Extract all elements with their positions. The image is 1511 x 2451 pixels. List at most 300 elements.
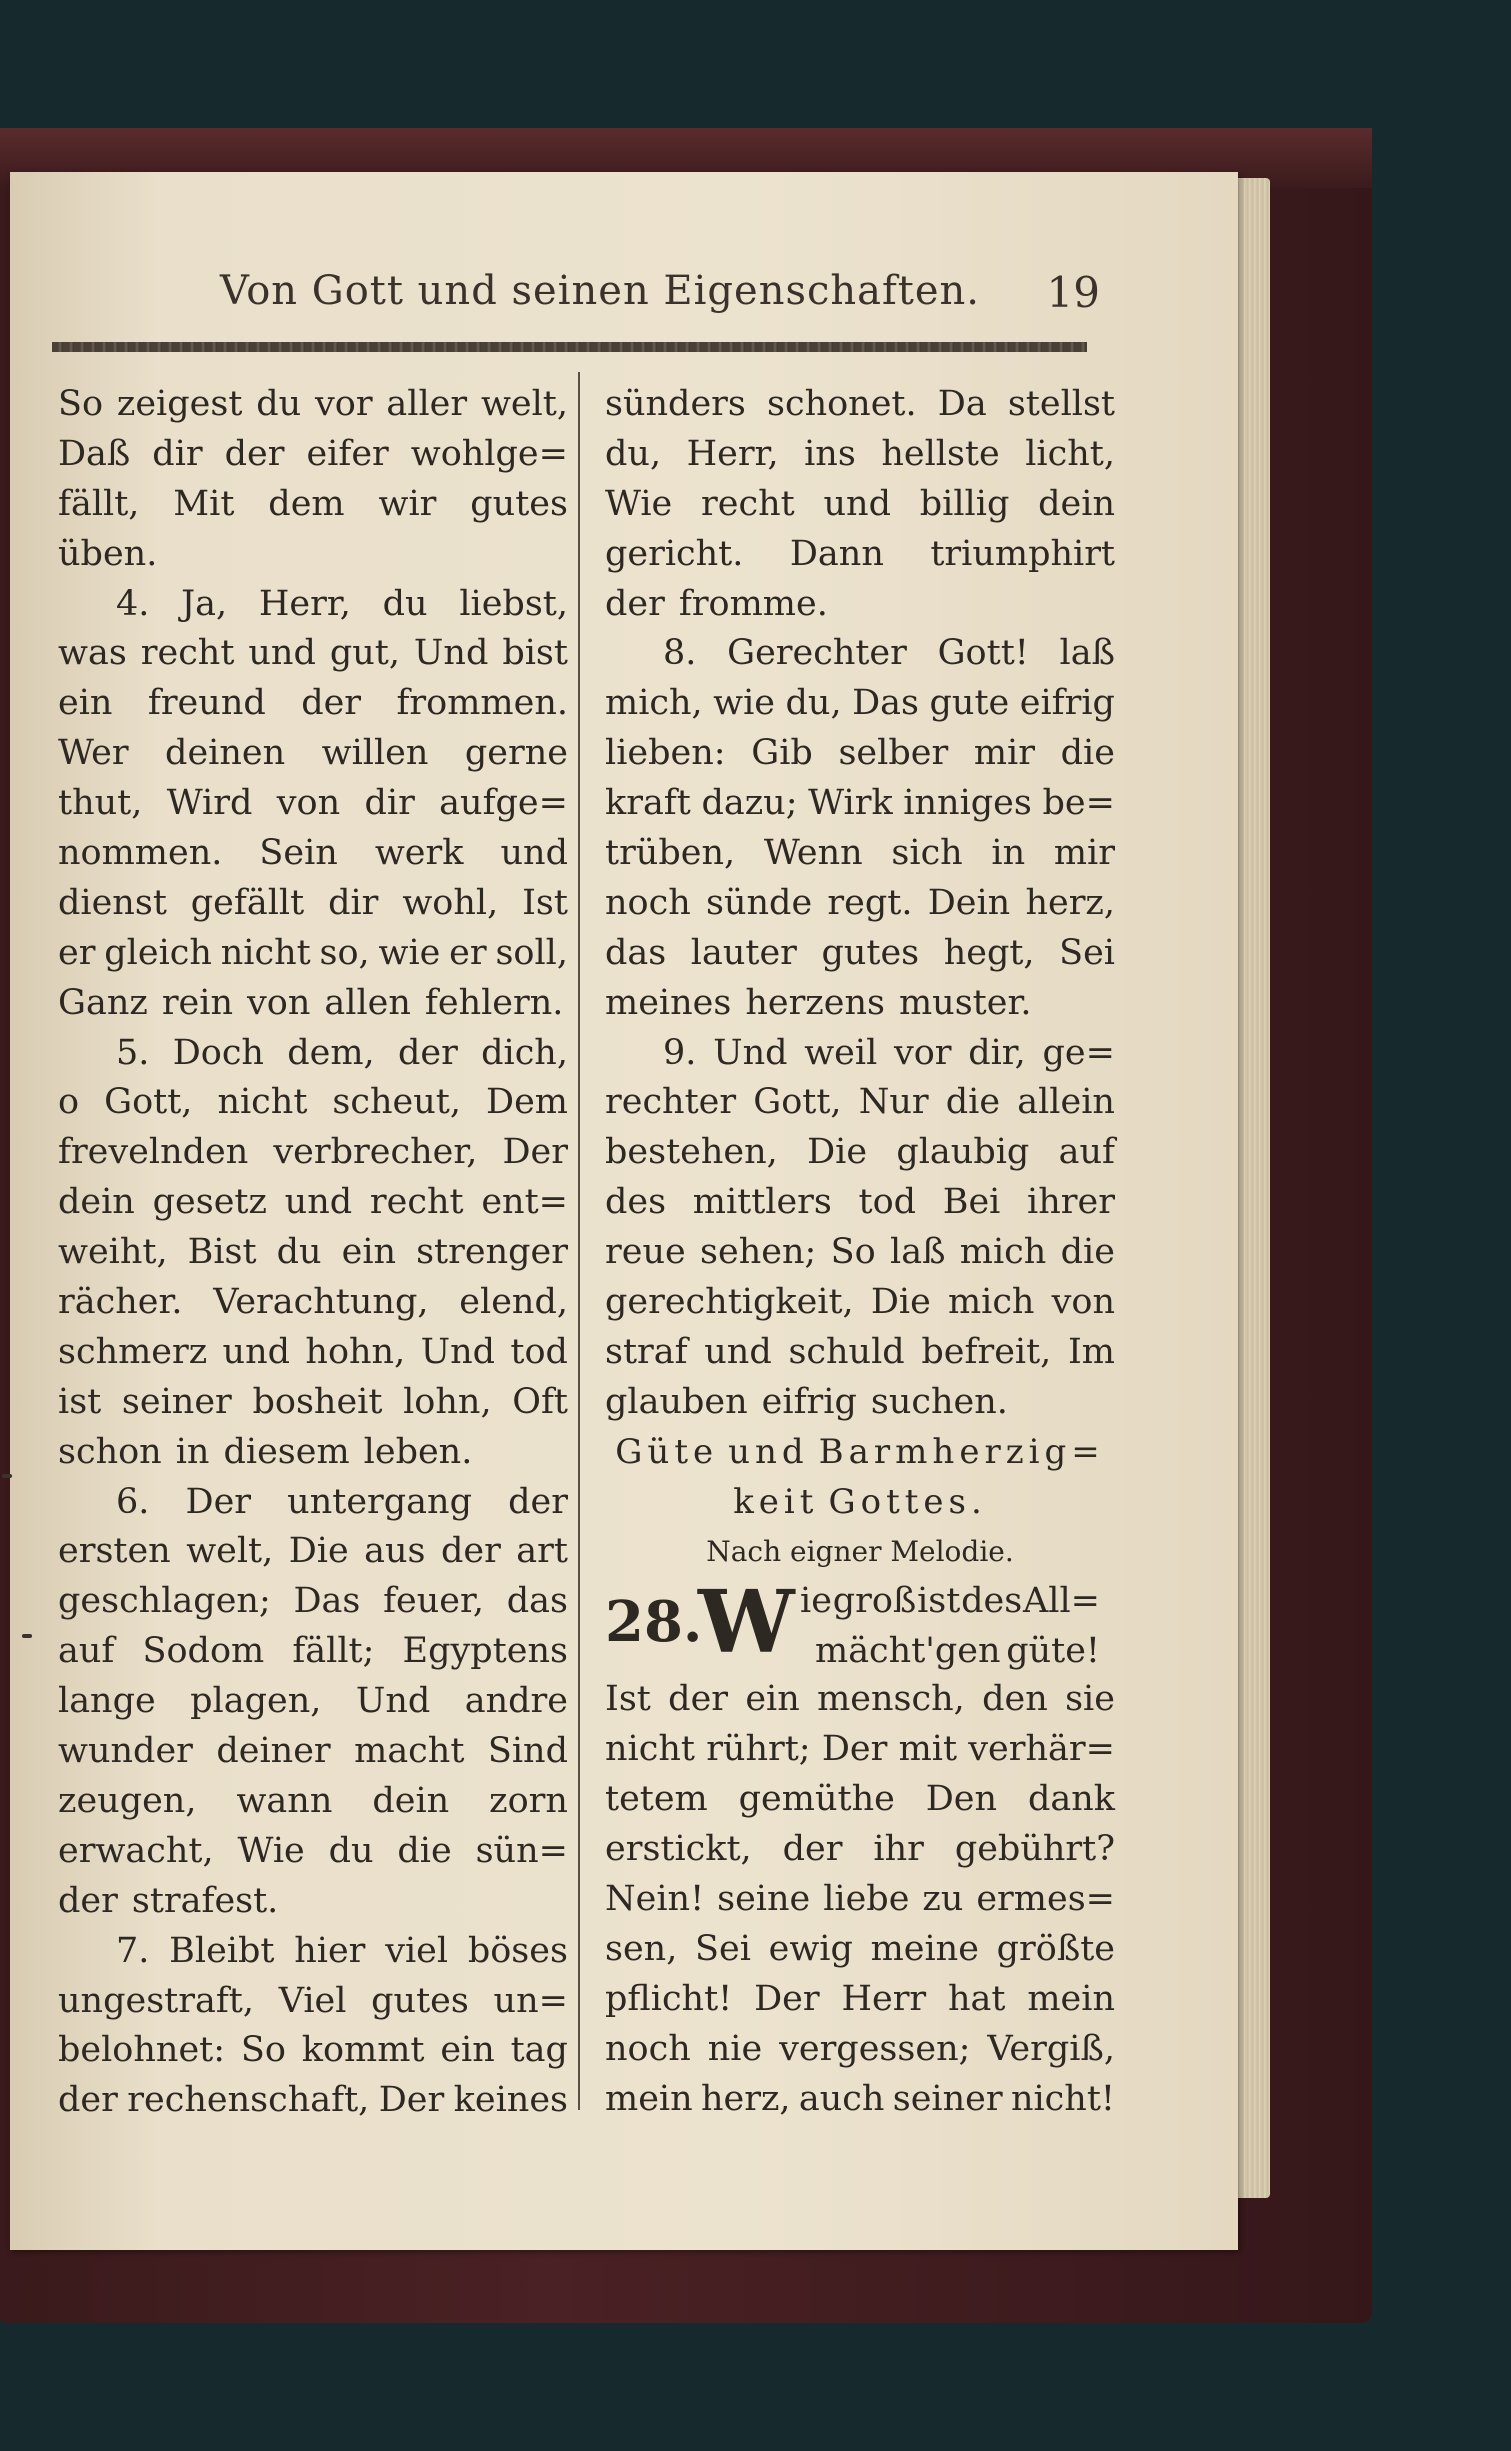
word: o bbox=[58, 1082, 80, 1123]
word: und bbox=[704, 1331, 772, 1372]
word: Ist bbox=[605, 1679, 651, 1720]
word: triumphirt bbox=[930, 533, 1115, 574]
word: sünde bbox=[706, 882, 813, 923]
word: Nur bbox=[858, 1082, 929, 1123]
text-line bbox=[58, 779, 568, 829]
word: sich bbox=[891, 833, 963, 874]
word: ermes= bbox=[976, 1878, 1115, 1919]
word: eifer bbox=[306, 433, 389, 474]
word: Nein! bbox=[605, 1878, 705, 1919]
word: allein bbox=[1017, 1082, 1115, 1123]
word: Mit bbox=[173, 483, 235, 524]
word: Das bbox=[293, 1581, 361, 1622]
text-line bbox=[58, 1977, 568, 2027]
word: und bbox=[500, 833, 568, 874]
word: So bbox=[240, 2030, 286, 2071]
word: üben. bbox=[58, 533, 158, 574]
text-line bbox=[58, 380, 568, 430]
word: Gott, bbox=[104, 1082, 193, 1123]
text-line bbox=[58, 1777, 568, 1827]
word: dir bbox=[152, 433, 203, 474]
word: du, bbox=[785, 683, 842, 724]
word: gutes bbox=[821, 932, 920, 973]
word: du bbox=[256, 384, 302, 424]
margin-mark bbox=[2, 1474, 12, 1478]
text-line bbox=[58, 729, 568, 779]
text-line bbox=[605, 1775, 1115, 1825]
word: gemüthe bbox=[738, 1779, 895, 1820]
word: Doch bbox=[172, 1032, 264, 1073]
text-line bbox=[58, 1527, 568, 1577]
section-heading-word: keit bbox=[733, 1481, 819, 1522]
word: laß bbox=[890, 1232, 946, 1273]
word: rührt; bbox=[706, 1729, 811, 1770]
word: sen, bbox=[605, 1928, 678, 1969]
word: 5. bbox=[116, 1032, 150, 1073]
word: seine bbox=[717, 1878, 811, 1919]
word: mein bbox=[1027, 1978, 1115, 2019]
header-rule bbox=[52, 342, 1087, 352]
word: ein bbox=[341, 1232, 397, 1273]
text-line bbox=[58, 530, 568, 580]
word: aus bbox=[364, 1531, 426, 1572]
section-heading-line-1 bbox=[605, 1428, 1115, 1478]
word: und bbox=[823, 483, 891, 524]
word: tag bbox=[510, 2030, 568, 2071]
word: Sei bbox=[1059, 932, 1115, 973]
text-line bbox=[58, 1378, 568, 1428]
text-line bbox=[58, 1078, 568, 1128]
word: nicht bbox=[605, 1729, 695, 1770]
text-line bbox=[605, 1675, 1115, 1725]
word: wann bbox=[236, 1780, 333, 1821]
text-line bbox=[605, 679, 1115, 729]
word: du bbox=[276, 1232, 322, 1273]
word: pflicht! bbox=[605, 1978, 733, 2019]
word: andre bbox=[464, 1681, 568, 1722]
word: kraft bbox=[605, 783, 691, 824]
word: sünders bbox=[605, 384, 746, 424]
word: Ja, bbox=[181, 583, 228, 624]
word: mir bbox=[1053, 833, 1115, 874]
word: herz, bbox=[1025, 882, 1115, 923]
melody-note-text: Nach eigner Melodie. bbox=[706, 1535, 1014, 1569]
word: plagen, bbox=[190, 1681, 322, 1722]
word: frommen. bbox=[396, 683, 568, 724]
word: wie bbox=[378, 932, 441, 973]
word: er bbox=[449, 932, 487, 973]
text-line bbox=[58, 1577, 568, 1627]
word: Der bbox=[378, 2080, 445, 2121]
word: erwacht, bbox=[58, 1830, 214, 1871]
word: liebst, bbox=[459, 583, 568, 624]
word: rechter bbox=[605, 1082, 737, 1123]
word: Wie bbox=[237, 1830, 305, 1871]
word: das bbox=[605, 932, 667, 973]
word: weil bbox=[804, 1032, 878, 1073]
word: aufge= bbox=[439, 783, 568, 824]
margin-mark bbox=[22, 1634, 32, 1638]
word: recht bbox=[369, 1182, 464, 1223]
word: willen bbox=[321, 733, 429, 774]
word: du bbox=[328, 1830, 374, 1871]
word: nie bbox=[707, 2028, 763, 2069]
word: der bbox=[397, 1032, 458, 1073]
text-line bbox=[58, 1278, 568, 1328]
word: vergessen; bbox=[779, 2028, 971, 2069]
running-head bbox=[140, 268, 1100, 324]
word: be= bbox=[1042, 783, 1115, 824]
hymn-body bbox=[605, 1675, 1115, 2124]
word: dazu; bbox=[701, 783, 798, 824]
word: Verachtung, bbox=[213, 1282, 429, 1323]
word: gericht. bbox=[605, 533, 744, 574]
word: Der bbox=[821, 1729, 888, 1770]
word: liebe bbox=[823, 1878, 910, 1919]
word: reue bbox=[605, 1232, 686, 1273]
word: laß bbox=[1059, 633, 1115, 674]
text-line bbox=[605, 629, 1115, 679]
word: fällt, bbox=[58, 483, 140, 524]
word: inniges bbox=[903, 783, 1032, 824]
right-column bbox=[605, 380, 1115, 2124]
word: der bbox=[782, 1829, 843, 1870]
word: dein bbox=[1038, 483, 1115, 524]
word: keines bbox=[453, 2080, 568, 2121]
text-line bbox=[58, 1328, 568, 1378]
word: dein bbox=[372, 1780, 450, 1821]
text-line bbox=[58, 1128, 568, 1178]
word: wie bbox=[713, 683, 776, 724]
text-line bbox=[605, 779, 1115, 829]
text-line bbox=[605, 829, 1115, 879]
word: thut, bbox=[58, 783, 143, 824]
word: ie bbox=[800, 1581, 832, 1622]
word: und bbox=[284, 1182, 353, 1223]
word: untergang bbox=[287, 1481, 472, 1522]
melody-note bbox=[605, 1527, 1115, 1577]
word: viel bbox=[385, 1930, 449, 1971]
word: Herr, bbox=[258, 583, 351, 624]
word: So bbox=[58, 384, 104, 424]
word: Wird bbox=[166, 783, 253, 824]
word: deiner bbox=[216, 1731, 331, 1772]
word: mich, bbox=[605, 683, 703, 724]
word: So bbox=[830, 1232, 876, 1273]
column-divider bbox=[578, 372, 580, 2110]
text-line bbox=[58, 2026, 568, 2076]
word: trüben, bbox=[605, 833, 736, 874]
section-heading-word: und bbox=[728, 1431, 809, 1472]
word: hat bbox=[948, 1978, 1006, 2019]
word: Sodom bbox=[142, 1631, 265, 1672]
word: sün= bbox=[475, 1830, 568, 1871]
word: gerechtigkeit, bbox=[605, 1282, 854, 1323]
word: Gib bbox=[751, 733, 813, 774]
text-line bbox=[605, 979, 1115, 1029]
word: die bbox=[397, 1830, 452, 1871]
word: Gerechter bbox=[727, 633, 907, 674]
word: das bbox=[506, 1581, 568, 1622]
section-heading-word: Barmherzig= bbox=[818, 1431, 1105, 1472]
word: gut, bbox=[329, 633, 400, 674]
text-line bbox=[605, 879, 1115, 929]
word: lauter bbox=[690, 932, 797, 973]
text-line bbox=[58, 1178, 568, 1228]
word: zeugen, bbox=[58, 1780, 197, 1821]
text-line bbox=[605, 1178, 1115, 1228]
word: fehlern. bbox=[424, 982, 564, 1023]
word: Daß bbox=[58, 433, 131, 474]
text-line bbox=[605, 430, 1115, 480]
word: wohl, bbox=[402, 882, 499, 923]
word: die bbox=[945, 1082, 1001, 1123]
word: Ist bbox=[522, 882, 568, 923]
word: zorn bbox=[489, 1780, 568, 1821]
word: die bbox=[1060, 1232, 1115, 1273]
word: billig bbox=[919, 483, 1010, 524]
word: mittlers bbox=[692, 1182, 832, 1223]
word: licht, bbox=[1025, 433, 1115, 474]
word: dem bbox=[268, 483, 345, 524]
word: ein bbox=[440, 2030, 495, 2071]
word: böses bbox=[467, 1930, 568, 1971]
word: rein bbox=[161, 982, 233, 1023]
word: stellst bbox=[1007, 384, 1115, 424]
word: der bbox=[224, 433, 285, 474]
word: ins bbox=[804, 433, 856, 474]
word: ein bbox=[58, 683, 113, 724]
word: bosheit bbox=[252, 1381, 383, 1422]
word: der bbox=[605, 583, 665, 624]
right-column-verses bbox=[605, 380, 1115, 1428]
word: was bbox=[58, 633, 127, 674]
word: ihr bbox=[873, 1829, 924, 1870]
word: ersten bbox=[58, 1531, 171, 1572]
word: mich bbox=[959, 1232, 1047, 1273]
text-line bbox=[58, 480, 568, 530]
word: schmerz bbox=[58, 1331, 208, 1372]
word: eifrig bbox=[1019, 683, 1115, 724]
word: glaubig bbox=[896, 1132, 1030, 1173]
text-line bbox=[605, 580, 1115, 630]
word: Im bbox=[1067, 1331, 1115, 1372]
text-line bbox=[58, 2076, 568, 2126]
word: der bbox=[508, 1481, 568, 1522]
word: 8. bbox=[663, 633, 697, 674]
text-line bbox=[58, 430, 568, 480]
word: Sind bbox=[487, 1731, 568, 1772]
word: selber bbox=[838, 733, 949, 774]
word: wohlge= bbox=[410, 433, 568, 474]
text-line bbox=[58, 829, 568, 879]
word: suchen. bbox=[870, 1381, 1008, 1422]
word: auf bbox=[1058, 1132, 1115, 1173]
word: seiner bbox=[121, 1381, 232, 1422]
text-line bbox=[58, 1727, 568, 1777]
text-line bbox=[605, 1128, 1115, 1178]
text-line bbox=[58, 580, 568, 630]
word: noch bbox=[605, 2028, 691, 2069]
text-line bbox=[605, 2025, 1115, 2075]
word: Bist bbox=[187, 1232, 257, 1273]
word: des bbox=[605, 1182, 667, 1223]
word: und bbox=[222, 1331, 291, 1372]
word: recht bbox=[140, 633, 235, 674]
word: er bbox=[58, 932, 96, 973]
word: tod bbox=[510, 1331, 568, 1372]
text-line bbox=[605, 1725, 1115, 1775]
word: dich, bbox=[481, 1032, 568, 1073]
word: auch bbox=[798, 2078, 885, 2119]
word: soll, bbox=[495, 932, 568, 973]
word: rechenschaft, bbox=[127, 2080, 370, 2121]
word: meines bbox=[605, 982, 732, 1023]
word: gerne bbox=[464, 733, 568, 774]
word: du bbox=[382, 583, 428, 624]
hymn-opening bbox=[605, 1572, 1115, 1675]
word: dem, bbox=[287, 1032, 375, 1073]
word: gefällt bbox=[190, 882, 305, 923]
word: ein bbox=[745, 1679, 800, 1720]
word: lohn, bbox=[403, 1381, 492, 1422]
word: und bbox=[248, 633, 316, 674]
word: Und bbox=[713, 1032, 788, 1073]
word: Dein bbox=[927, 882, 1011, 923]
word: lange bbox=[58, 1681, 156, 1722]
word: Und bbox=[355, 1681, 431, 1722]
word: gleich bbox=[104, 932, 212, 973]
word: nicht bbox=[220, 932, 311, 973]
word: ent= bbox=[481, 1182, 568, 1223]
word: wunder bbox=[58, 1731, 193, 1772]
word: Bleibt bbox=[169, 1930, 275, 1971]
word: Wirk bbox=[808, 783, 893, 824]
word: von bbox=[276, 783, 341, 824]
word: dein bbox=[58, 1182, 135, 1223]
word: Oft bbox=[512, 1381, 568, 1422]
word: hellste bbox=[881, 433, 1000, 474]
word: nicht bbox=[217, 1082, 308, 1123]
word: muster. bbox=[898, 982, 1032, 1023]
text-line bbox=[605, 530, 1115, 580]
word: nommen. bbox=[58, 833, 223, 874]
text-line bbox=[605, 1875, 1115, 1925]
text-line bbox=[58, 1827, 568, 1877]
text-line bbox=[605, 1029, 1115, 1079]
text-line bbox=[605, 729, 1115, 779]
word: die bbox=[1060, 733, 1115, 774]
text-line bbox=[58, 979, 568, 1029]
word: bist bbox=[502, 633, 568, 674]
text-line bbox=[605, 1975, 1115, 2025]
word: weiht, bbox=[58, 1232, 168, 1273]
text-line bbox=[58, 879, 568, 929]
word: den bbox=[982, 1679, 1048, 1720]
word: zu bbox=[922, 1878, 964, 1919]
word: schon bbox=[58, 1431, 162, 1472]
word: Herr bbox=[841, 1978, 927, 2019]
word: dienst bbox=[58, 882, 167, 923]
text-line bbox=[58, 1228, 568, 1278]
left-column bbox=[58, 380, 568, 2126]
word: Die bbox=[807, 1132, 868, 1173]
word: deinen bbox=[165, 733, 286, 774]
text-line bbox=[58, 1927, 568, 1977]
word: sehen; bbox=[700, 1232, 817, 1273]
word: mensch, bbox=[817, 1679, 965, 1720]
word: nicht! bbox=[1010, 2078, 1115, 2119]
word: größte bbox=[996, 1928, 1115, 1969]
word: mit bbox=[898, 1729, 958, 1770]
word: gute bbox=[929, 683, 1010, 724]
text-line bbox=[605, 1378, 1115, 1428]
word: der bbox=[668, 1679, 729, 1720]
word: Wie bbox=[605, 483, 673, 524]
text-line bbox=[58, 1478, 568, 1528]
word: gebührt? bbox=[954, 1829, 1115, 1870]
word: elend, bbox=[459, 1282, 568, 1323]
word: von bbox=[1051, 1282, 1115, 1323]
word: ist bbox=[917, 1581, 961, 1622]
word: mir bbox=[973, 733, 1035, 774]
running-title: Von Gott und seinen Eigenschaften. bbox=[220, 268, 981, 314]
word: ungestraft, bbox=[58, 1980, 254, 2021]
word: Ganz bbox=[58, 982, 148, 1023]
word: werk bbox=[374, 833, 464, 874]
word: strenger bbox=[416, 1232, 568, 1273]
word: verhär= bbox=[968, 1729, 1115, 1770]
word: meine bbox=[870, 1928, 979, 1969]
section-heading-line-2 bbox=[605, 1478, 1115, 1528]
word: groß bbox=[832, 1581, 917, 1622]
word: tetem bbox=[605, 1779, 708, 1820]
word: Wenn bbox=[763, 833, 863, 874]
word: ihrer bbox=[1027, 1182, 1115, 1223]
word: so, bbox=[319, 932, 370, 973]
word: regt. bbox=[827, 882, 913, 923]
word: Das bbox=[852, 683, 919, 724]
word: Den bbox=[925, 1779, 998, 1820]
word: belohnet: bbox=[58, 2030, 226, 2071]
word: vor bbox=[315, 384, 373, 424]
word: hier bbox=[294, 1930, 366, 1971]
hymn-line-1 bbox=[800, 1577, 1100, 1627]
hymn-number: 28. bbox=[605, 1589, 703, 1656]
text-line bbox=[605, 1925, 1115, 1975]
word: noch bbox=[605, 882, 691, 923]
word: auf bbox=[58, 1631, 115, 1672]
word: Der bbox=[185, 1481, 252, 1522]
word: gutes bbox=[371, 1980, 469, 2021]
word: der bbox=[58, 2080, 118, 2121]
word: mich bbox=[947, 1282, 1035, 1323]
word: Wer bbox=[58, 733, 129, 774]
text-line bbox=[58, 1677, 568, 1727]
word: dir, bbox=[968, 1032, 1026, 1073]
word: der bbox=[58, 1880, 118, 1921]
word: tod bbox=[858, 1182, 917, 1223]
word: recht bbox=[701, 483, 795, 524]
word: befreit, bbox=[921, 1331, 1052, 1372]
text-line bbox=[605, 1078, 1115, 1128]
word: glauben bbox=[605, 1381, 748, 1422]
word: aller bbox=[386, 384, 468, 424]
word: allen bbox=[324, 982, 411, 1023]
word: straf bbox=[605, 1331, 688, 1372]
word: der bbox=[301, 683, 362, 724]
word: Viel bbox=[278, 1980, 347, 2021]
